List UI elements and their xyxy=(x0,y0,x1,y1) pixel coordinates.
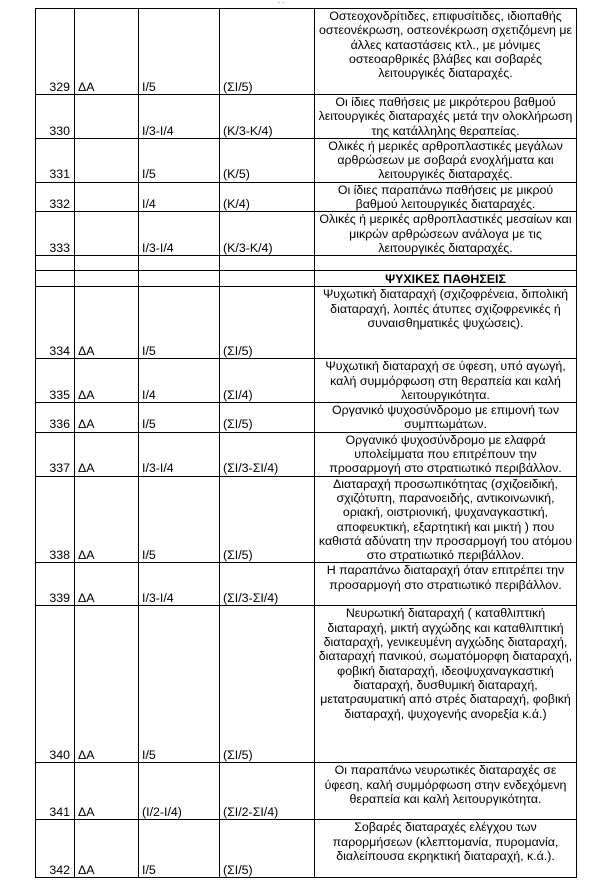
row-category xyxy=(75,212,139,256)
table-row xyxy=(36,820,577,878)
row-number: 334 xyxy=(36,287,75,359)
row-description: Οργανικό ψυχοσύνδρομο με ελαφρά υπολείμματα που επιτρέπουν την προσαρμογή στο στρατιωτικό περιβάλλον. xyxy=(315,432,577,476)
row-description: Οι ίδιες παραπάνω παθήσεις με μικρού βαθμού λειτουργικές διαταραχές. xyxy=(315,182,577,212)
row-description: Οι ίδιες παθήσεις με μικρότερου βαθμού λειτουργικές διαταραχές μετά την ολοκλήρωση της κατάλληλης θεραπείας. xyxy=(315,95,577,139)
row-category: ΔΑ xyxy=(75,763,139,820)
table-row xyxy=(36,563,577,606)
row-number: 336 xyxy=(36,403,75,433)
row-degree: Ι/5 xyxy=(139,403,220,433)
row-description: Νευρωτική διαταραχή ( καταθλιπτική διαταραχή, μικτή αγχώδης και καταθλιπτική διαταραχή, γενικευμένη αγχώδης διαταραχή, διαταραχή πανικού, σωματόμορφη διαταραχή, φοβική διαταραχή, ιδεοψυχαναγκαστική διαταραχή, δυσθυμική διαταραχή, μετατραυματική από στρές διαταραχή, φοβική διαταραχή, ψυχογενής ανορεξία κ.ά.) xyxy=(315,606,577,763)
row-number: 333 xyxy=(36,212,75,256)
row-number: 332 xyxy=(36,182,75,212)
table-row xyxy=(36,138,577,182)
empty-cell xyxy=(139,256,220,271)
row-degree: Ι/5 xyxy=(139,606,220,763)
row-number: 335 xyxy=(36,359,75,403)
row-number: 338 xyxy=(36,476,75,563)
row-degree: Ι/5 xyxy=(139,138,220,182)
row-number: 341 xyxy=(36,763,75,820)
row-number: 331 xyxy=(36,138,75,182)
row-degree: Ι/4 xyxy=(139,359,220,403)
row-degree: Ι/5 xyxy=(139,9,220,95)
page-mark: - - xyxy=(278,0,285,7)
table-row xyxy=(36,359,577,403)
row-degree-alt: (ΣΙ/5) xyxy=(220,606,315,763)
section-heading-row xyxy=(36,271,577,287)
row-description: Σοβαρές διαταραχές ελέγχου των παρορμήσεων (κλεπτομανία, πυρομανία, διαλείπουσα εκρηκτική διαταραχή, κ.ά.). xyxy=(315,820,577,878)
row-category: ΔΑ xyxy=(75,9,139,95)
empty-cell xyxy=(36,271,75,287)
spacer-row xyxy=(36,256,577,271)
row-category xyxy=(75,95,139,139)
row-degree-alt: (ΣΙ/5) xyxy=(220,820,315,878)
row-category: ΔΑ xyxy=(75,476,139,563)
empty-cell xyxy=(220,256,315,271)
row-description: Διαταραχή προσωπικότητας (σχιζοειδική, σχιζότυπη, παρανοειδής, αντικοινωνική, οριακή, οιστριονική, ψυχαναγκαστική, αποφευκτική, εξαρτητική και μικτή ) που καθιστά αδύνατη την προσαρμογή του ατόμου στο στρατιωτικό περιβάλλον. xyxy=(315,476,577,563)
row-category xyxy=(75,182,139,212)
row-description: Ολικές ή μερικές αρθροπλαστικές μεγάλων αρθρώσεων με σοβαρά ενοχλήματα και λειτουργικές διαταραχές. xyxy=(315,138,577,182)
row-description: Οργανικό ψυχοσύνδρομο με επιμονή των συμπτωμάτων. xyxy=(315,403,577,433)
table-row xyxy=(36,212,577,256)
row-number: 337 xyxy=(36,432,75,476)
row-description: Ολικές ή μερικές αρθροπλαστικές μεσαίων και μικρών αρθρώσεων ανάλογα με τις λειτουργικές διαταραχές. xyxy=(315,212,577,256)
row-category xyxy=(75,138,139,182)
empty-cell xyxy=(75,271,139,287)
table-row xyxy=(36,476,577,563)
row-description: Η παραπάνω διαταραχή όταν επιτρέπει την προσαρμογή στο στρατιωτικό περιβάλλον. xyxy=(315,563,577,606)
row-category: ΔΑ xyxy=(75,287,139,359)
table-row xyxy=(36,95,577,139)
empty-cell xyxy=(220,271,315,287)
row-degree: Ι/3-Ι/4 xyxy=(139,212,220,256)
section-heading: ΨΥΧΙΚΕΣ ΠΑΘΗΣΕΙΣ xyxy=(315,271,577,287)
row-degree-alt: (ΣΙ/5) xyxy=(220,9,315,95)
row-category: ΔΑ xyxy=(75,820,139,878)
row-degree-alt: (ΣΙ/2-ΣΙ/4) xyxy=(220,763,315,820)
row-category: ΔΑ xyxy=(75,432,139,476)
table-row xyxy=(36,606,577,763)
table-row xyxy=(36,182,577,212)
empty-cell xyxy=(139,271,220,287)
row-degree: Ι/3-Ι/4 xyxy=(139,432,220,476)
row-degree: Ι/3-Ι/4 xyxy=(139,563,220,606)
table-body xyxy=(36,9,577,878)
row-number: 329 xyxy=(36,9,75,95)
row-degree-alt: (ΣΙ/3-ΣΙ/4) xyxy=(220,432,315,476)
empty-cell xyxy=(36,256,75,271)
row-degree-alt: (ΣΙ/4) xyxy=(220,359,315,403)
row-degree: Ι/5 xyxy=(139,476,220,563)
row-degree-alt: (ΣΙ/5) xyxy=(220,476,315,563)
table-row xyxy=(36,9,577,95)
table-row xyxy=(36,432,577,476)
row-number: 339 xyxy=(36,563,75,606)
row-category: ΔΑ xyxy=(75,563,139,606)
row-degree-alt: (Κ/4) xyxy=(220,182,315,212)
empty-cell xyxy=(315,256,577,271)
row-description: Οι παραπάνω νευρωτικές διαταραχές σε ύφεση, καλή συμμόρφωση στην ενδεχόμενη θεραπεία και καλή λειτουργικότητα. xyxy=(315,763,577,820)
row-number: 342 xyxy=(36,820,75,878)
row-degree-alt: (ΣΙ/5) xyxy=(220,403,315,433)
table-row xyxy=(36,403,577,433)
row-number: 340 xyxy=(36,606,75,763)
row-degree-alt: (ΣΙ/5) xyxy=(220,287,315,359)
row-degree-alt: (Κ/3-Κ/4) xyxy=(220,95,315,139)
row-category: ΔΑ xyxy=(75,359,139,403)
row-degree: Ι/4 xyxy=(139,182,220,212)
row-degree-alt: (Κ/5) xyxy=(220,138,315,182)
row-degree-alt: (ΣΙ/3-ΣΙ/4) xyxy=(220,563,315,606)
row-degree-alt: (Κ/3-Κ/4) xyxy=(220,212,315,256)
row-description: Ψυχωτική διαταραχή σε ύφεση, υπό αγωγή, καλή συμμόρφωση στη θεραπεία και καλή λειτουργικότητα. xyxy=(315,359,577,403)
row-number: 330 xyxy=(36,95,75,139)
table-row xyxy=(36,763,577,820)
row-description: Οστεοχονδρίτιδες, επιφυσίτιδες, ιδιοπαθής οστεονέκρωση, οστεονέκρωση σχετιζόμενη με άλλες καταστάσεις κτλ., με μόνιμες οστεοαρθρικές βλάβες και σοβαρές λειτουργικές διαταραχές. xyxy=(315,9,577,95)
empty-cell xyxy=(75,256,139,271)
table-row xyxy=(36,287,577,359)
row-degree: Ι/5 xyxy=(139,820,220,878)
row-degree: Ι/5 xyxy=(139,287,220,359)
row-degree: (Ι/2-Ι/4) xyxy=(139,763,220,820)
row-category: ΔΑ xyxy=(75,403,139,433)
row-category: ΔΑ xyxy=(75,606,139,763)
row-description: Ψυχωτική διαταραχή (σχιζοφρένεια, διπολική διαταραχή, λοιπές άτυπες σχιζοφρενικές ή συναισθηματικές ψυχώσεις). xyxy=(315,287,577,359)
disability-table xyxy=(35,8,577,878)
row-degree: Ι/3-Ι/4 xyxy=(139,95,220,139)
